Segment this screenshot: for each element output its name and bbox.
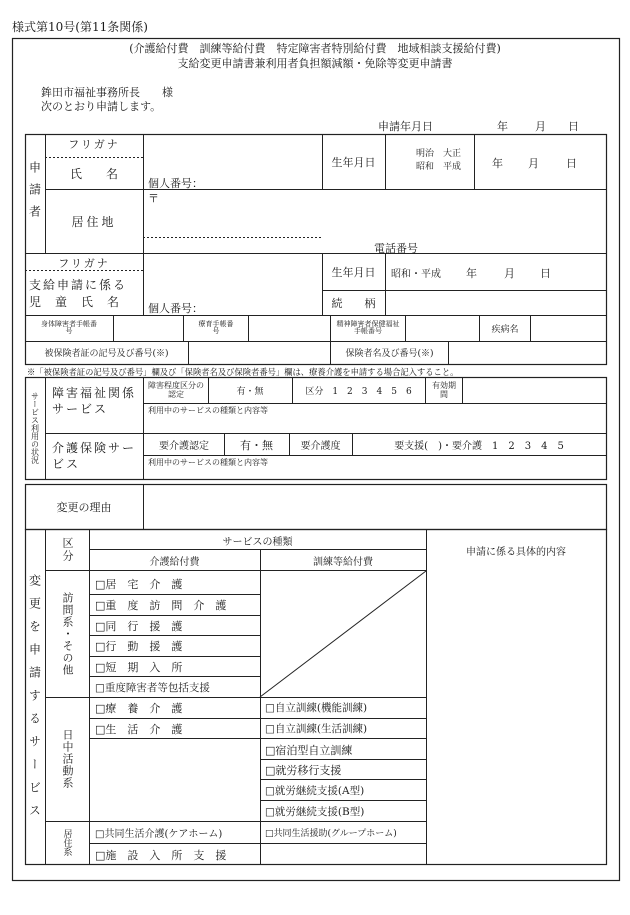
service-types-header: サービスの種類 xyxy=(222,536,293,548)
group-homon-label: 訪問系・その他 xyxy=(61,591,74,676)
child-dob-month: 月 xyxy=(504,267,515,280)
service-option-grouphome[interactable]: □共同生活援助(グループホーム) xyxy=(265,829,397,839)
kaigo-service-label: 介護保険サービス xyxy=(52,441,137,472)
group-kyoju-label: 居住系 xyxy=(61,829,72,856)
applicant-address-label: 居住地 xyxy=(71,214,117,229)
service-option-judo-homon[interactable]: □重 度 訪 問 介 護 xyxy=(95,599,227,612)
applicant-dob-day: 日 xyxy=(566,157,577,170)
kaigo-kyufu-header: 介護給付費 xyxy=(149,556,200,568)
form-title-line1: (介護給付費 訓練等給付費 特定障害者特別給付費 地域相談支援給付費) xyxy=(129,42,501,55)
applicant-kojin-label: 個人番号： xyxy=(148,177,203,190)
form-title-line2: 支給変更申請書兼利用者負担額減額・免除等変更申請書 xyxy=(177,57,453,70)
service-option-shisetsu[interactable]: □施 設 入 所 支 援 xyxy=(95,849,227,862)
service-option-seikatsu[interactable]: □生 活 介 護 xyxy=(95,723,183,736)
applicant-furigana-label: フリガナ xyxy=(68,138,120,151)
phone-label: 電話番号 xyxy=(374,242,418,255)
service-option-carehome[interactable]: □共同生活介護(ケアホーム) xyxy=(95,829,223,840)
service-option-shukuhaku[interactable]: □宿泊型自立訓練 xyxy=(265,744,353,757)
applicant-section-label: 申請者 xyxy=(27,160,42,227)
yoshien-levels: 要支援( )・要介護 1 2 3 4 5 xyxy=(394,441,564,452)
addressee: 鉾田市福祉事務所長 様 xyxy=(41,86,173,99)
child-dob-label: 生年月日 xyxy=(331,265,376,279)
kubun-umu: 有・無 xyxy=(236,387,264,397)
applicant-name-label: 氏 名 xyxy=(69,167,118,181)
kubun-levels: 区分 1 2 3 4 5 6 xyxy=(305,387,412,397)
child-dob-year: 年 xyxy=(466,267,477,280)
insurer-name-label: 保険者名及び番号(※) xyxy=(345,349,434,359)
applicant-dob-year: 年 xyxy=(492,157,503,170)
apply-date-year: 年 xyxy=(497,120,508,133)
service-status-label: サービス利用の状況 xyxy=(30,392,40,464)
service-option-kodo[interactable]: □行 動 援 護 xyxy=(95,640,183,653)
insured-note: ※「被保険者証の記号及び番号」欄及び「保険者名及び保険者番号」欄は、療養介護を申請する場合記入すること。 xyxy=(27,367,459,377)
service-option-keizoku-a[interactable]: □就労継続支援(A型) xyxy=(265,785,365,797)
yokaigo-umu: 有・無 xyxy=(240,438,273,452)
child-dob-day: 日 xyxy=(540,267,551,280)
change-reason-label: 変更の理由 xyxy=(56,500,112,514)
child-furigana-label: フリガナ xyxy=(58,257,110,270)
service-option-iko[interactable]: □就労移行支援 xyxy=(265,764,342,777)
kunren-kyufu-header: 訓練等給付費 xyxy=(313,556,373,568)
yuko-kikan-label: 有効期間 xyxy=(432,381,456,399)
shintai-techo-label: 身体障害者手帳番号 xyxy=(41,319,97,335)
child-kojin-label: 個人番号： xyxy=(148,302,203,315)
child-label-line1: 支給申請に係る xyxy=(29,278,128,292)
service-option-doko[interactable]: □同 行 援 護 xyxy=(95,620,183,633)
yokaigodo-label: 要介護度 xyxy=(300,441,341,452)
postal-mark: 〒 xyxy=(148,192,159,205)
intro-text: 次のとおり申請します。 xyxy=(41,100,162,113)
apply-date-label: 申請年月日 xyxy=(378,120,433,133)
service-option-hokatsu[interactable]: □重度障害者等包括支援 xyxy=(95,682,210,694)
kubun-nintei-label: 障害程度区分の認定 xyxy=(148,381,204,399)
service-option-keizoku-b[interactable]: □就労継続支援(B型) xyxy=(265,806,365,818)
child-era: 昭和・平成 xyxy=(391,269,441,280)
fukushi-riyo-label: 利用中のサービスの種類と内容等 xyxy=(148,406,268,415)
service-option-tanki[interactable]: □短 期 入 所 xyxy=(95,661,183,674)
service-option-ryoyo[interactable]: □療 養 介 護 xyxy=(95,702,183,715)
applicant-dob-month: 月 xyxy=(528,157,539,170)
ryoiku-techo-label: 療育手帳番号 xyxy=(198,319,234,335)
detail-header: 申請に係る具体的内容 xyxy=(466,546,566,558)
applicant-era-line2: 昭和 平成 xyxy=(416,162,462,172)
fukushi-service-label: 障害福祉関係サービス xyxy=(52,386,137,417)
child-label-line2: 児 童 氏 名 xyxy=(29,295,121,309)
byomei-label: 疾病名 xyxy=(491,324,519,335)
applicant-era-line1: 明治 大正 xyxy=(416,149,462,159)
yokaigo-nintei-label: 要介護認定 xyxy=(159,441,209,452)
group-nitchu-label: 日中活動系 xyxy=(61,729,74,789)
insured-number-label: 被保険者証の記号及び番号(※) xyxy=(44,349,169,359)
applicant-dob-label: 生年月日 xyxy=(331,155,376,169)
seishin-techo-label: 精神障害者保健福祉手帳番号 xyxy=(336,319,400,335)
kaigo-riyo-label: 利用中のサービスの種類と内容等 xyxy=(148,458,268,467)
service-option-kyotaku[interactable]: □居 宅 介 護 xyxy=(95,578,183,591)
apply-date-month: 月 xyxy=(535,120,546,133)
service-option-seikatsu-kunren[interactable]: □自立訓練(生活訓練) xyxy=(265,723,368,735)
relation-label: 続 柄 xyxy=(331,296,376,310)
form-number: 様式第10号(第11条関係) xyxy=(12,20,148,34)
apply-date-day: 日 xyxy=(568,120,579,133)
change-service-label: 変更を申請するサービス xyxy=(27,573,42,827)
service-option-kino-kunren[interactable]: □自立訓練(機能訓練) xyxy=(265,702,368,714)
kubun-header: 区分 xyxy=(61,537,74,563)
